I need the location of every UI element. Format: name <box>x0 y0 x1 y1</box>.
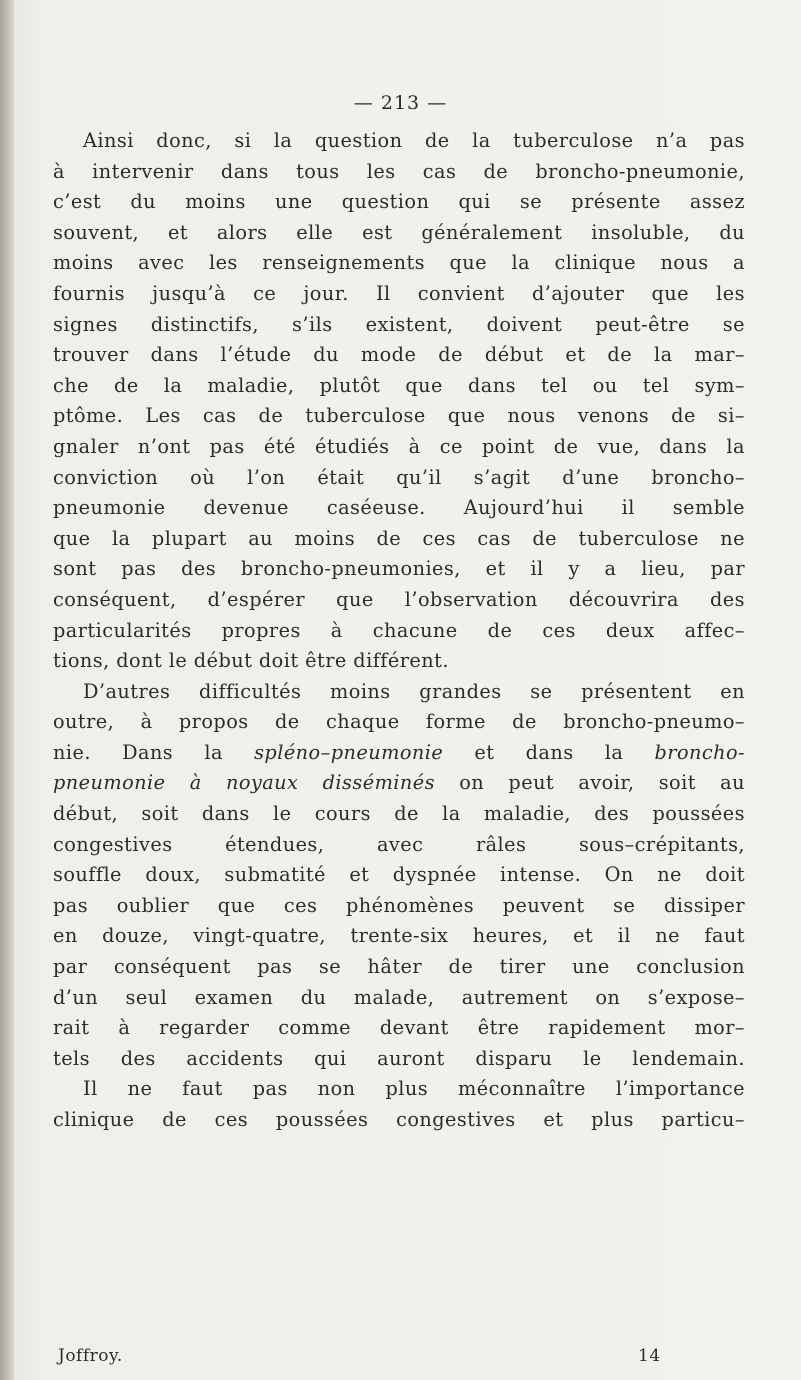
page-header: — 213 — <box>353 92 448 114</box>
text-line: congestives étendues, avec râles sous–crépitants, <box>53 832 745 856</box>
text-line: particularités propres à chacune de ces deux affec– <box>53 618 745 642</box>
text-line: par conséquent pas se hâter de tirer une conclusion <box>53 955 745 979</box>
text-run: on peut avoir, soit au <box>435 771 745 795</box>
text-line: fournis jusqu’à ce jour. Il convient d’ajouter que les <box>53 281 745 305</box>
text-line: à intervenir dans tous les cas de broncho-pneumonie, <box>53 159 745 183</box>
text-line: signes distinctifs, s’ils existent, doivent peut-être se <box>53 312 745 336</box>
text-line: souvent, et alors elle est généralement insoluble, du <box>53 220 745 244</box>
page-gutter-shadow <box>0 0 14 1380</box>
italic-term: pneumonie à noyaux disséminés <box>53 771 435 795</box>
text-line: souffle doux, submatité et dyspnée intense. On ne doit <box>53 863 745 887</box>
text-line: Il ne faut pas non plus méconnaître l’importance <box>83 1077 745 1101</box>
text-line: tels des accidents qui auront disparu le lendemain. <box>53 1046 745 1070</box>
text-line: tions, dont le début doit être différent. <box>53 649 449 673</box>
text-line: pas oublier que ces phénomènes peuvent se dissiper <box>53 893 745 917</box>
text-line-mixed <box>53 768 745 799</box>
text-line: conséquent, d’espérer que l’observation découvrira des <box>53 587 745 611</box>
footer-author: Joffroy. <box>58 1346 123 1366</box>
text-line: que la plupart au moins de ces cas de tuberculose ne <box>53 526 745 550</box>
text-line: conviction où l’on était qu’il s’agit d’une broncho– <box>53 465 745 489</box>
text-line: D’autres difficultés moins grandes se présentent en <box>83 679 745 703</box>
text-line: moins avec les renseignements que la clinique nous a <box>53 251 745 275</box>
footer-signature-mark: 14 <box>638 1346 661 1366</box>
text-line: c’est du moins une question qui se présente assez <box>53 190 745 214</box>
text-line: outre, à propos de chaque forme de broncho-pneumo– <box>53 710 745 734</box>
text-line: pneumonie devenue caséeuse. Aujourd’hui il semble <box>53 496 745 520</box>
text-line: clinique de ces poussées congestives et plus particu– <box>53 1108 745 1131</box>
text-run: et dans la <box>443 740 655 764</box>
text-line: trouver dans l’étude du mode de début et de la mar– <box>53 343 745 367</box>
italic-term: spléno–pneumonie <box>254 740 444 764</box>
text-line-mixed <box>53 738 745 769</box>
body-text <box>53 126 745 1136</box>
text-line: che de la maladie, plutôt que dans tel ou tel sym– <box>53 373 745 397</box>
italic-term: broncho- <box>654 740 746 764</box>
text-line: gnaler n’ont pas été étudiés à ce point de vue, dans la <box>53 434 745 458</box>
text-line: Ainsi donc, si la question de la tuberculose n’a pas <box>83 129 745 152</box>
text-line: début, soit dans le cours de la maladie, des poussées <box>53 802 745 826</box>
text-line: d’un seul examen du malade, autrement on s’expose– <box>53 985 745 1009</box>
text-line: en douze, vingt-quatre, trente-six heures, et il ne faut <box>53 924 745 948</box>
text-line: ptôme. Les cas de tuberculose que nous venons de si– <box>53 404 745 428</box>
text-run: nie. Dans la <box>53 740 255 764</box>
text-line: sont pas des broncho-pneumonies, et il y a lieu, par <box>53 557 745 581</box>
text-line: rait à regarder comme devant être rapidement mor– <box>53 1016 745 1040</box>
